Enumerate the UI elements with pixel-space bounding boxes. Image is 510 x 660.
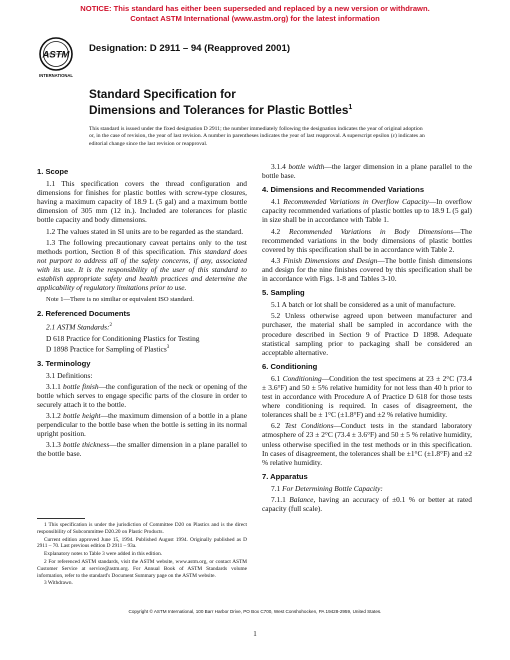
paragraph-4-3: 4.3 Finish Dimensions and Design—The bottle finish dimensions and design for the nine finishes covered by this specification shall be in accordance with Figs. 1-8 and Tables 3-10. [262, 255, 473, 284]
footnote-1-edition: Current edition approved June 15, 1994. Published August 1994. Originally published as D 2911 – 70. Last previous edition D 2911 – 93a. [37, 536, 247, 550]
paragraph-6-1: 6.1 Conditioning—Condition the test specimens at 23 ± 2°C (73.4 ± 3.6°F) and 50 ± 5% relative humidity for not less than 40 h prior to test in accordance with Procedure A of Practice D 618 for those tests where conditioning is required. In cases of disagreement, the tolerances shall be ± 1°C (±1.8°F) and ±2 % relative humidity. [262, 373, 472, 420]
footnote-1-notes: Explanatory notes to Table 3 were added in this edition. [44, 551, 163, 558]
section-heading-terminology: 3. Terminology [37, 358, 91, 368]
paragraph-1-3: 1.3 The following precautionary caveat pertains only to the test methods portion, Section 8 of this specification. This standard does not purport to address all of the safety concerns, if any, associated with its use. It is the responsibility of the user of this standard to establish appropriate safety and health practices and determine the applicability of regulatory limitations prior to use. [37, 237, 247, 293]
paragraph-5-1: 5.1 A batch or lot shall be considered as a unit of manufacture. [271, 300, 456, 310]
designation: Designation: D 2911 – 94 (Reapproved 2001) [89, 43, 291, 54]
footnote-2: 2 For referenced ASTM standards, visit the ASTM website, www.astm.org, or contact ASTM Customer Service at service@astm.org. For Annual Book of ASTM Standards volume information, refer to the standard's Document Summary page on the ASTM website. [37, 558, 247, 579]
paragraph-4-2: 4.2 Recommended Variations in Body Dimensions—The recommended variations in the body dimensions of plastic bottles covered by this specification shall be in accordance with Table 2. [262, 226, 472, 254]
paragraph-3-1: 3.1 Definitions: [46, 370, 93, 380]
paragraph-3-1-4: 3.1.4 bottle width—the larger dimension in a plane parallel to the bottle base. [262, 162, 473, 181]
document-title [89, 88, 352, 117]
section-heading-sampling: 5. Sampling [262, 288, 305, 298]
reference-d618: D 618 Practice for Conditioning Plastics for Testing [46, 333, 200, 343]
withdrawal-notice [0, 4, 510, 23]
section-heading-conditioning: 6. Conditioning [262, 361, 318, 371]
paragraph-1-2: 1.2 The values stated in SI units are to be regarded as the standard. [46, 226, 244, 236]
notice-line-2: Contact ASTM International (www.astm.org) for the latest information [130, 13, 380, 23]
paragraph-6-2: 6.2 Test Conditions—Conduct tests in the standard laboratory atmosphere of 23 ± 2°C (73.4 ± 3.6°F) and 50 ± 5 % relative humidity, unless otherwise specified in the test methods or in this specification. In cases of disagreement, the tolerances shall be ±1°C (±1.8°F) and ±2 % relative humidity. [262, 421, 472, 467]
issuance-statement: This standard is issued under the fixed designation D 2911; the number immediately following the designation indicates the year of original adoption or, in the case of revision, the year of last revision. A number in parentheses indicates the year of last reapproval. A superscript epsilon (ε) indicates an editorial change since the last revision or reapproval. [89, 126, 425, 147]
paragraph-3-1-3: 3.1.3 bottle thickness—the smaller dimension in a plane parallel to the bottle base. [37, 440, 247, 459]
paragraph-1-1: 1.1 This specification covers the thread configuration and dimensions for finishes for plastic bottles with screw-type closures, having a maximum capacity of 18.9 L (5 gal) and a maximum bottle dimension of 305 mm (12 in.). Included are tolerances for plastic bottle capacity and body dimensions. [37, 179, 247, 225]
section-heading-referenced-documents: 2. Referenced Documents [37, 309, 131, 319]
footnote-1: 1 This specification is under the jurisdiction of Committee D20 on Plastics and is the direct responsibility of Subcommittee D20.20 on Plastic Products. [37, 522, 247, 535]
right-column [262, 162, 472, 515]
paragraph-7-1: 7.1 For Determining Bottle Capacity: [271, 483, 383, 493]
svg-text:ASTM: ASTM [42, 49, 70, 61]
paragraph-3-1-2: 3.1.2 bottle height—the maximum dimension of a bottle in a plane perpendicular to the bottle base when the bottle is setting in its normal upright position. [37, 411, 247, 439]
astm-logo-icon [37, 36, 75, 80]
note-1: Note 1—There is no similiar or equivalent ISO standard. [46, 296, 194, 304]
reference-d1898: D 1898 Practice for Sampling of Plastics$^3$ [46, 344, 170, 354]
footnote-divider [37, 518, 85, 519]
title-line-1: Standard Specification for [89, 87, 236, 101]
section-heading-apparatus: 7. Apparatus [262, 471, 308, 481]
notice-line-1: NOTICE: This standard has either been superseded and replaced by a new version or withdrawn. [80, 4, 430, 13]
section-heading-dimensions: 4. Dimensions and Recommended Variations [262, 185, 425, 195]
paragraph-5-2: 5.2 Unless otherwise agreed upon between manufacturer and purchaser, the material shall be sampled in accordance with the procedure described in Section 9 of Practice D 1898. Adequate statistical sampling prior to packaging shall be considered an acceptable alternative. [262, 311, 472, 357]
paragraph-7-1-1: 7.1.1 Balance, having an accuracy of ±0.1 % or better at rated capacity (full scale). [262, 495, 472, 514]
footnote-3: 3 Withdrawn. [44, 580, 73, 587]
page-number: 1 [253, 630, 257, 638]
paragraph-2-1: 2.1 ASTM Standards:$^2$ [46, 322, 112, 332]
paragraph-3-1-1: 3.1.1 bottle finish—the configuration of the neck or opening of the bottle which serves to engage specific parts of the closure in order to securely attach it to the bottle. [37, 381, 247, 409]
section-heading-scope: 1. Scope [37, 167, 69, 176]
left-column [37, 162, 247, 461]
title-line-2: Dimensions and Tolerances for Plastic Bottles$^1$ [89, 102, 353, 117]
copyright-line: Copyright © ASTM International, 100 Barr Harbor Drive, PO Box C700, West Conshohocken, PA 19428-2959, United States. [128, 609, 382, 614]
paragraph-4-1: 4.1 Recommended Variations in Overflow Capacity—In overflow capacity recommended variations of plastic bottles up to 18.9 L (5 gal) in size shall be in accordance with Table 1. [262, 197, 472, 225]
svg-text:INTERNATIONAL: INTERNATIONAL [39, 73, 73, 78]
footnotes [37, 522, 247, 588]
